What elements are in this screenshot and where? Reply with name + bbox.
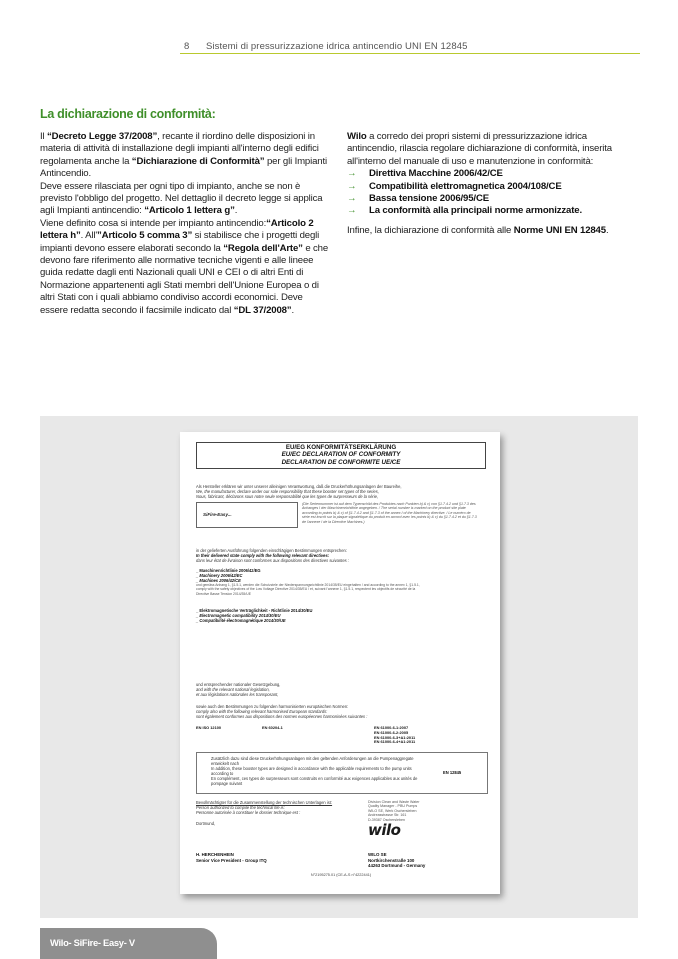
text: Il <box>40 131 48 142</box>
division-address <box>368 800 478 822</box>
text-en: In addition, these booster types are designed in accordance with the applicable requirements to the pump units according to <box>211 766 412 777</box>
directive-label: Direttiva Macchine 2006/42/CE <box>369 168 503 180</box>
text-fr: Nous, fabricant, déclarons sous notre seule responsabilité que les types de surpresseurs de la série, <box>196 494 379 500</box>
list-item <box>347 205 639 217</box>
text-fr: et aux législations nationales les transposant, <box>196 692 279 698</box>
text: Deve essere rilasciata per ogni tipo di impianto, anche se non è previsto l'obbligo del progetto. Nel dettaglio il decreto legge si applica agli Impianti antincendio: <box>40 180 323 217</box>
text: e che devono fare riferimento alle normative tecniche vigenti e alle lineee guida redatte dagli enti Nazionali quali UNI e CEI o di altri Enti di Normazione appartenenti agli Stati membri dell'Unione Europea o di altri Stati con i quali abbiamo condiviso accordi economici. Deve essere redatta secondo il facsimile indicato dal <box>40 242 329 316</box>
declaration-ref: “Dichiarazione di Conformità” <box>131 155 265 167</box>
arrow-right-icon: → <box>347 180 357 192</box>
directive-label: La conformità alla principali norme armonizzate. <box>369 205 582 217</box>
list-item <box>347 193 639 205</box>
address-line: WILO SE, Werk Oschersleben <box>368 808 417 813</box>
spacer <box>347 218 639 225</box>
list-item <box>347 168 639 180</box>
text-en: comply also with the following relevant harmonised European standards: <box>196 709 328 715</box>
text-de: Zusätzlich dazu sind diese Druckerhöhungsanlagen mit den geltenden Anforderungen an die Pumpenaggregate entwickelt nach <box>211 756 414 767</box>
page-number: 8 <box>184 41 190 52</box>
running-head: Sistemi di pressurizzazione idrica antincendio UNI EN 12845 <box>206 41 468 52</box>
text-de: _ Maschinenrichtlinie 2006/42/EG <box>196 568 261 573</box>
declaration-header <box>196 442 486 469</box>
document-code: N°2195275.01 (CE-A-S n°4222441) <box>310 873 372 877</box>
standard-list <box>374 726 415 745</box>
directive-label: Bassa tensione 2006/95/CE <box>369 193 489 205</box>
text-de: in der gelieferten Ausführung folgenden einschlägigen Bestimmungen entsprechen: <box>196 548 347 553</box>
text-fr: sont également conformes aux dispositions des normes européennes harmonisées suivantes : <box>196 714 368 720</box>
en-12845-label: EN 12845 <box>443 770 462 775</box>
rule-ref: “Regola dell'Arte” <box>223 242 303 254</box>
brand-name: Wilo <box>347 131 367 142</box>
place: Dortmund, <box>196 821 216 827</box>
company-street: Nortkirchenstraße 100 <box>368 857 415 863</box>
national-legislation <box>196 682 486 697</box>
text: . <box>234 205 238 217</box>
footer-tab <box>40 928 217 959</box>
paragraph-scope <box>40 181 330 218</box>
text: a corredo dei propri sistemi di pressurizzazione idrica antincendio, rilascia regolare dichiarazione di conformità, inserita all'interno del manuale di uso e manutenzione in conformità: <box>347 131 612 167</box>
text-fr: _ Machines 2006/42/CE <box>196 578 241 584</box>
right-column <box>347 131 639 237</box>
text: si stabilisce che i progetti degli impianti devono essere elaborati secondo la <box>40 230 320 254</box>
paragraph-definition <box>40 218 330 317</box>
section-title: La dichiarazione di conformità: <box>40 107 216 121</box>
text-de: Als Hersteller erklären wir unter unserer alleinigen Verantwortung, daß die Druckerhöhungsanlagen der Baureihe, <box>196 484 402 489</box>
title-en: EU/EC DECLARATION OF CONFORMITY <box>281 451 401 459</box>
text-en: and with the relevant national legislation, <box>196 687 270 693</box>
signer-role: Senior Vice President - Group ITQ <box>196 857 267 863</box>
text: . All' <box>80 230 98 242</box>
text-de: Bevollmächtigter für die Zusammenstellung der technischen Unterlagen ist: <box>196 800 333 805</box>
machinery-directive <box>196 568 486 596</box>
low-voltage-note: und gemäss Anhang 1, §1.5.1, werden die Schutzziele der Niederspannungsrichtlinie 2014/35/EU eingehalten / and according to the annex 1, §1.5.1, comply with the safety objectives of the Low Voltage Directive 2014/35/EU / et, suivant l'annexe 1, §1.5.1, respectent les objectifs de sécurité de la Directive Basse Tension 2014/35/UE <box>196 583 420 596</box>
text-fr: _ Compatibilité électromagnétique 2014/30/UE <box>196 618 286 624</box>
wilo-logo: wilo <box>368 821 401 839</box>
arrow-right-icon: → <box>347 205 357 217</box>
signer-name: H. HERCHENHEIN <box>196 852 234 857</box>
directive-list <box>347 168 639 218</box>
standard-item: EN ISO 12100 <box>196 725 222 730</box>
serial-note: (Die Seriennummer ist auf dem Typenschild des Produktes nach Punkten b) & c) von §1.7.4.2 und §1.7.3 des Anhanges I der Maschinenrichtlinie angegeben. / The serial number is marked on the product site plate according to points b) & c) of §1.7.4.2 and §1.7.3 of the annex I of the Machinery directive. / Le numéro de série est inscrit sur la plaque signalétique du produit en accord avec les points b) & c) du §1.7.4.2 et du §1.7.3 de l'annexe I de la Directive Machines.) <box>302 502 477 524</box>
norm-ref: Norme UNI EN 12845 <box>513 224 606 236</box>
standard-item: EN 61000-6-4+A1:2011 <box>374 739 416 745</box>
title-de: EU/EG KONFORMITÄTSERKLÄRUNG <box>285 444 397 451</box>
pump-requirements-box <box>196 752 488 794</box>
text: . <box>291 304 294 316</box>
text-fr: Personne autorisée à constituer le dossier technique est : <box>196 810 301 816</box>
law-ref: “DL 37/2008” <box>233 304 292 316</box>
text: per gli Impianti Antincendio. <box>40 155 327 180</box>
standard-item: EN 61000-6-1:2007 <box>374 725 409 730</box>
paragraph-decree <box>40 131 330 181</box>
emc-directive <box>196 608 486 623</box>
left-column <box>40 131 330 317</box>
text-fr: En complément, ces types de surpresseurs sont construits en conformité aux exigences applicables aux unités de pompage suivant <box>211 776 418 787</box>
text-de: und entsprechender nationaler Gesetzgebung, <box>196 682 281 687</box>
title-fr: DECLARATION DE CONFORMITE UE/CE <box>281 458 401 466</box>
technical-file-responsible <box>196 800 366 826</box>
header-rule <box>180 53 640 54</box>
text-en: _ Machinery 2006/42/EC <box>196 573 243 579</box>
delivered-state <box>196 548 486 563</box>
text: , recante il riordino delle disposizioni in materia di attività di installazione degli impianti all'interno degli edifici regolamenta anche la <box>40 131 319 167</box>
arrow-right-icon: → <box>347 168 357 180</box>
product-box <box>196 502 298 528</box>
text: . <box>605 224 609 236</box>
text: Viene definito cosa si intende per impianto antincendio: <box>40 217 267 229</box>
article-ref: “Articolo 2 lettera h” <box>40 217 314 242</box>
list-item <box>347 181 639 193</box>
footer-product-label: Wilo- SiFire- Easy- V <box>50 937 135 948</box>
standard-item: EN 60204-1 <box>262 725 283 730</box>
declaration-document <box>180 432 500 894</box>
article-ref: “Articolo 1 lettera g” <box>144 205 235 217</box>
directive-label: Compatibilità elettromagnetica 2004/108/CE <box>369 180 562 192</box>
address-line: Andreasstrasse Str. 161 <box>368 813 407 818</box>
text-en: _ Electromagnetic compatibility 2014/30/EU <box>196 613 281 619</box>
text-de: sowie auch den Bestimmungen zu folgenden harmonisierten europäischen Normen: <box>196 704 349 709</box>
text-fr: dans leur état de livraison sont conformes aux dispositions des directives suivantes : <box>196 558 349 564</box>
signatory <box>196 852 267 863</box>
address-line: Division Clean and Waste Water <box>368 800 420 804</box>
decree-ref: “Decreto Legge 37/2008” <box>47 131 158 142</box>
company-address <box>368 852 425 869</box>
arrow-right-icon: → <box>347 193 357 205</box>
paragraph-wilo-intro <box>347 131 639 168</box>
manufacturer-statement <box>196 484 486 499</box>
standard-item: EN 61000-6-3+A1:2011 <box>374 734 416 740</box>
address-line: D-39387 Oschersleben <box>368 817 405 822</box>
text-de: _ Elektromagnetische Verträglichkeit - Richtlinie 2014/30/EU <box>196 608 313 613</box>
text-en: Person authorized to compile the technical file is: <box>196 805 285 811</box>
article-ref: ”Articolo 5 comma 3” <box>97 230 193 242</box>
text: Infine, la dichiarazione di conformità alle <box>347 224 514 236</box>
address-line: Quality Manager - PBU Pumps <box>368 804 418 809</box>
company-city: 44263 Dortmund - Germany <box>368 863 426 869</box>
text-en: We, the manufacturer, declare under our sole responsibility that these booster set types of the series, <box>196 489 379 495</box>
harmonised-standards <box>196 704 486 719</box>
company-name: WILO SE <box>368 852 387 857</box>
standard-item: EN 61000-6-2:2005 <box>374 729 409 735</box>
product-name: SiFire-Easy... <box>203 512 232 517</box>
paragraph-closing <box>347 225 639 237</box>
text-en: In their delivered state comply with the following relevant directives: <box>196 553 330 559</box>
